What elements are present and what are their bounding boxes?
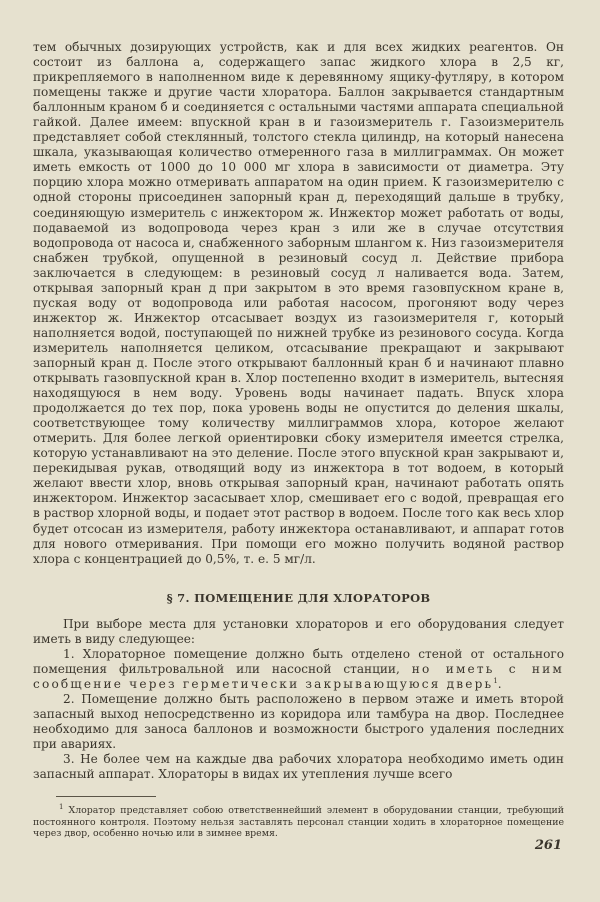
footnote-divider <box>56 796 156 797</box>
list-item-1-emphasis: но иметь с ним сообщение через герметически закрывающуюся дверь <box>33 661 564 691</box>
list-item-2: 2. Помещение должно быть расположено в первом этаже и иметь второй запасный выход непосредственно из коридора или тамбура на двор. Последнее необходимо для заноса баллонов и возможности быстрого удаления последних при авариях. <box>33 691 564 752</box>
footnote-text: Хлоратор представляет собою ответственнейший элемент в оборудовании станции, требующий постоянного контроля. Поэтому нельзя заставлять персонал станции ходить в хлораторное помещение через двор, особенно ночью или в зимнее время. <box>33 805 564 840</box>
section-intro: При выборе места для установки хлораторов и его оборудования следует иметь в виду следующее: <box>33 616 564 646</box>
body-paragraph: тем обычных дозирующих устройств, как и для всех жидких реагентов. Он состоит из баллона а, содержащего запас жидкого хлора в 2,5 кг, прикрепляемого в наполненном виде к деревянному ящику-футляру, в котором помещены также и другие части хлоратора. Баллон закрывается стандартным баллонным краном б и соединяется с остальными частями аппарата специальной гайкой. Далее имеем: впускной кран в и газоизмеритель г. Газоизмеритель представляет собой стеклянный, толстого стекла цилиндр, на который нанесена шкала, указывающая количество отмеренного газа в миллиграммах. Он может иметь емкость от 1000 до 10 000 мг хлора в зависимости от диаметра. Эту порцию хлора можно отмеривать аппаратом на один прием. К газоизмерителю с одной стороны присоединен запорный кран д, переходящий дальше в трубку, соединяющую измеритель с инжектором ж. Инжектор может работать от воды, подаваемой из водопровода через кран з или же в случае отсутствия водопровода от насоса и, снабженного заборным шлангом к. Низ газоизмерителя снабжен трубкой, опущенной в резиновый сосуд л. Действие прибора заключается в следующем: в резиновый сосуд л наливается вода. Затем, открывая запорный кран д при закрытом в это время газовпускном кране в, пуская воду от водопровода или работая насосом, прогоняют воду через инжектор ж. Инжектор отсасывает воздух из газоизмерителя г, который наполняется водой, поступающей по нижней трубке из резинового сосуда. Когда измеритель наполняется целиком, отсасывание прекращают и закрывают запорный кран д. После этого открывают баллонный кран б и начинают плавно открывать газовпускной кран в. Хлор постепенно входит в измеритель, вытесняя находящуюся в нем воду. Уровень воды начинает падать. Впуск хлора продолжается до тех пор, пока уровень воды не опустится до деления шкалы, соответствующее тому количеству миллиграммов хлора, которое желают отмерить. Для более легкой ориентировки сбоку измерителя имеется стрелка, которую устанавливают на это деление. После этого впускной кран закрывают и, перекидывая рукав, отводящий воду из инжектора в тот водоем, в который желают ввести хлор, вновь открывая запорный кран, начинают работать опять инжектором. Инжектор засасывает хлор, смешивает его с водой, превращая его в раствор хлорной воды, и подает этот раствор в водоем. После того как весь хлор будет отсосан из измерителя, работу инжектора останавливают, и аппарат готов для нового отмеривания. При помощи его можно получить водяной раствор хлора с концентрацией до 0,5%, т. е. 5 мг/л. <box>33 40 564 566</box>
section-heading: § 7. ПОМЕЩЕНИЕ ДЛЯ ХЛОРАТОРОВ <box>166 590 431 605</box>
footnote-mark: 1 <box>59 803 64 812</box>
footnote <box>33 805 564 840</box>
page-number: 261 <box>534 838 562 853</box>
list-item-3: 3. Не более чем на каждые два рабочих хлоратора необходимо иметь один запасный аппарат. Хлораторы в видах их утепления лучше всего <box>33 752 564 782</box>
list-item-1 <box>33 647 564 692</box>
list-item-1-text: 1. Хлораторное помещение должно быть отделено стеной от остального помещения фильтровальной или насосной станции, <box>33 646 564 676</box>
list-item-1-end: . <box>497 676 502 691</box>
footnote-reference: 1 <box>493 676 498 685</box>
